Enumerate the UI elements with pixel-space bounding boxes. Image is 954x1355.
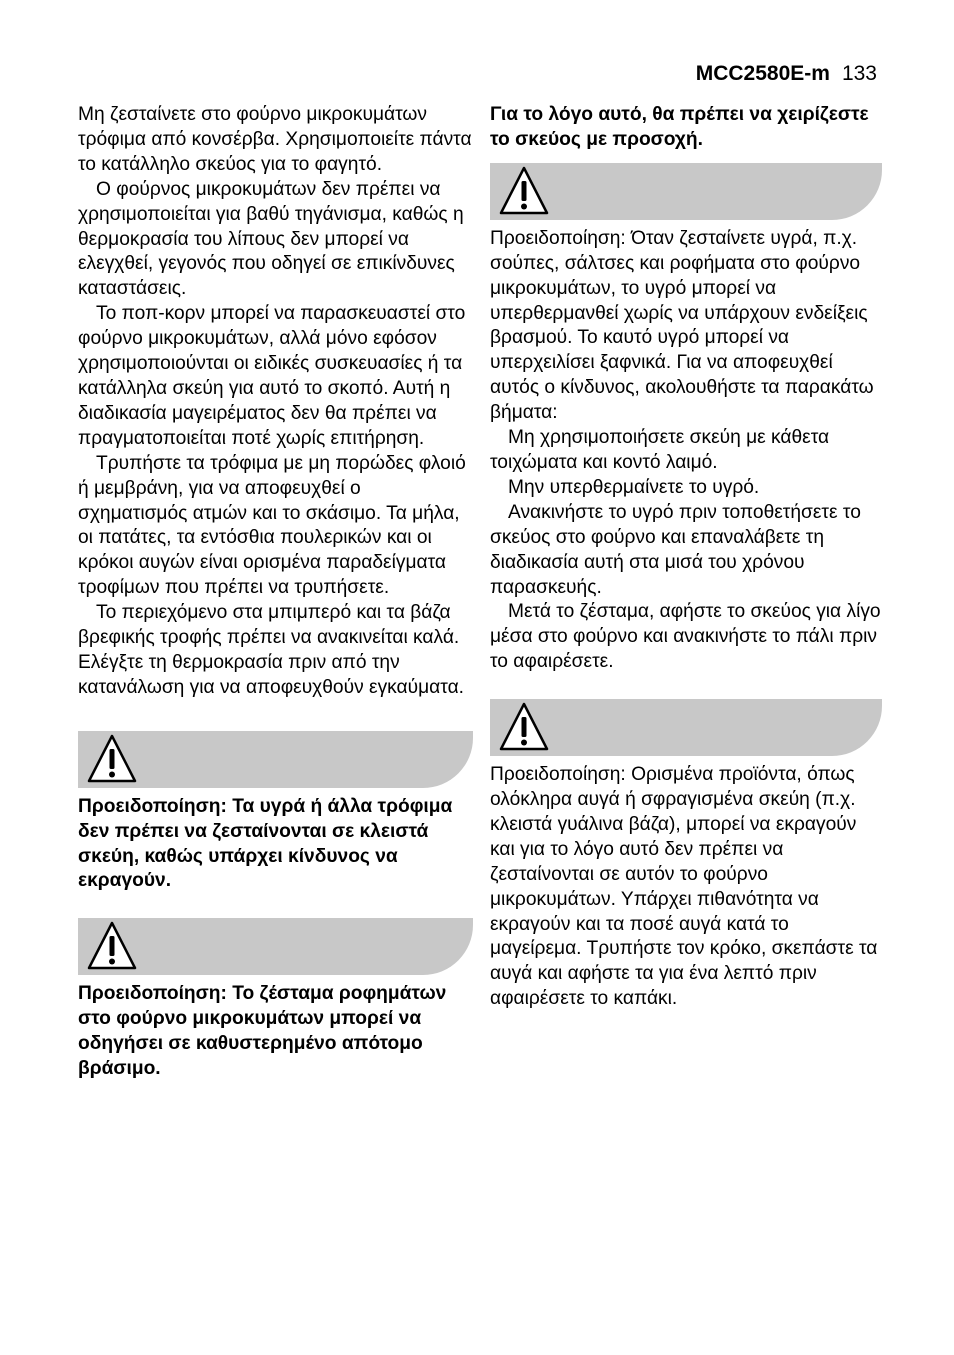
warning-banner: [78, 918, 473, 978]
paragraph: Για το λόγο αυτό, θα πρέπει να χειρίζεστε το σκεύος με προσοχή.: [490, 104, 869, 150]
warning-text: Προειδοποίηση: Το ζέσταμα ροφημάτων στο φούρνο μικροκυμάτων μπορεί να οδηγήσει σε καθυστερημένο απότομο βράσιμο.: [78, 983, 447, 1080]
warning-text: Προειδοποίηση: Όταν ζεσταίνετε υγρά, π.χ. σούπες, σάλτσες και ροφήματα στο φούρνο μικροκυμάτων, το υγρό μπορεί να υπερθερμανθεί χωρίς να υπάρχουν ενδείξεις βρασμού. Το καυτό υγρό μπορεί να υπερχειλίσει ξαφνικά. Για να αποφευχθεί αυτός ο κίνδυνος, ακολουθήστε τα παρακάτω βήματα:: [490, 227, 874, 424]
paragraph: Μην υπερθερμαίνετε το υγρό.: [508, 476, 760, 498]
warning-triangle-icon: [86, 733, 138, 785]
warning-banner: [490, 163, 882, 223]
warning-triangle-icon: [498, 165, 550, 217]
paragraph: Μη ζεσταίνετε στο φούρνο μικροκυμάτων τρόφιμα από κονσέρβα. Χρησιμοποιείτε πάντα το κατάλληλο σκεύος για το φαγητό.: [78, 104, 472, 175]
paragraph: Ο φούρνος μικροκυμάτων δεν πρέπει να χρησιμοποιείται για βαθύ τηγάνισμα, καθώς η θερμοκρασία του λίπους δεν μπορεί να ελεγχθεί, γεγονός που οδηγεί σε επικίνδυνες καταστάσεις.: [78, 178, 464, 300]
warning-triangle-icon: [86, 920, 138, 972]
warning-text: Προειδοποίηση: Ορισμένα προϊόντα, όπως ολόκληρα αυγά ή σφραγισμένα σκεύη (π.χ. κλειστά γυάλινα βάζα), μπορεί να εκραγούν και για το λόγο αυτό δεν πρέπει να ζεσταίνονται σε αυτόν το φούρνο μικροκυμάτων. Υπάρχει πιθανότητα να εκραγούν και τα ποσέ αυγά κατά το μαγείρεμα. Τρυπήστε τον κρόκο, σκεπάστε τα αυγά και αφήστε τα για ένα λεπτό πριν αφαιρέσετε το καπάκι.: [490, 764, 878, 1010]
warning-banner: [78, 731, 473, 791]
paragraph: Μετά το ζέσταμα, αφήστε το σκεύος για λίγο μέσα στο φούρνο και ανακινήστε το πάλι πριν το αφαιρέσετε.: [490, 601, 881, 673]
paragraph: Ανακινήστε το υγρό πριν τοποθετήσετε το σκεύος στο φούρνο και επαναλάβετε τη διαδικασία αυτή στα μισά του χρόνου παρασκευής.: [490, 501, 861, 598]
model-number: MCC2580E-m: [695, 62, 830, 85]
paragraph: Τρυπήστε τα τρόφιμα με μη πορώδες φλοιό ή μεμβράνη, για να αποφευχθεί ο σχηματισμός ατμών και το σκάσιμο. Τα μήλα, οι πατάτες, τα εντόσθια πουλερικών και οι κρόκοι αυγών είναι ορισμένα παραδείγματα τροφίμων που πρέπει να τρυπήσετε.: [78, 452, 466, 599]
paragraph: Μη χρησιμοποιήσετε σκεύη με κάθετα τοιχώματα και κοντό λαιμό.: [490, 427, 830, 473]
page-number: 133: [841, 62, 877, 85]
page-header: [696, 62, 877, 86]
paragraph: Το ποπ-κορν μπορεί να παρασκευαστεί στο φούρνο μικροκυμάτων, αλλά μόνο εφόσον χρησιμοποιούνται οι ειδικές συσκευασίες ή τα κατάλληλα σκεύη για αυτό το σκοπό. Αυτή η διαδικασία μαγειρέματος δεν θα πρέπει να πραγματοποιείται ποτέ χωρίς επιτήρηση.: [78, 303, 466, 449]
warning-banner: [490, 699, 882, 759]
paragraph: Το περιεχόμενο στα μπιμπερό και τα βάζα βρεφικής τροφής πρέπει να ανακινείται καλά. Ελέγξτε τη θερμοκρασία πριν από την κατανάλωση για να αποφευχθούν εγκαύματα.: [78, 602, 464, 698]
warning-text: Προειδοποίηση: Τα υγρά ή άλλα τρόφιμα δεν πρέπει να ζεσταίνονται σε κλειστά σκεύη, καθώς υπάρχει κίνδυνος να εκραγούν.: [78, 795, 453, 892]
right-column: [490, 103, 882, 1012]
left-column: [78, 103, 473, 1082]
warning-triangle-icon: [498, 701, 550, 753]
